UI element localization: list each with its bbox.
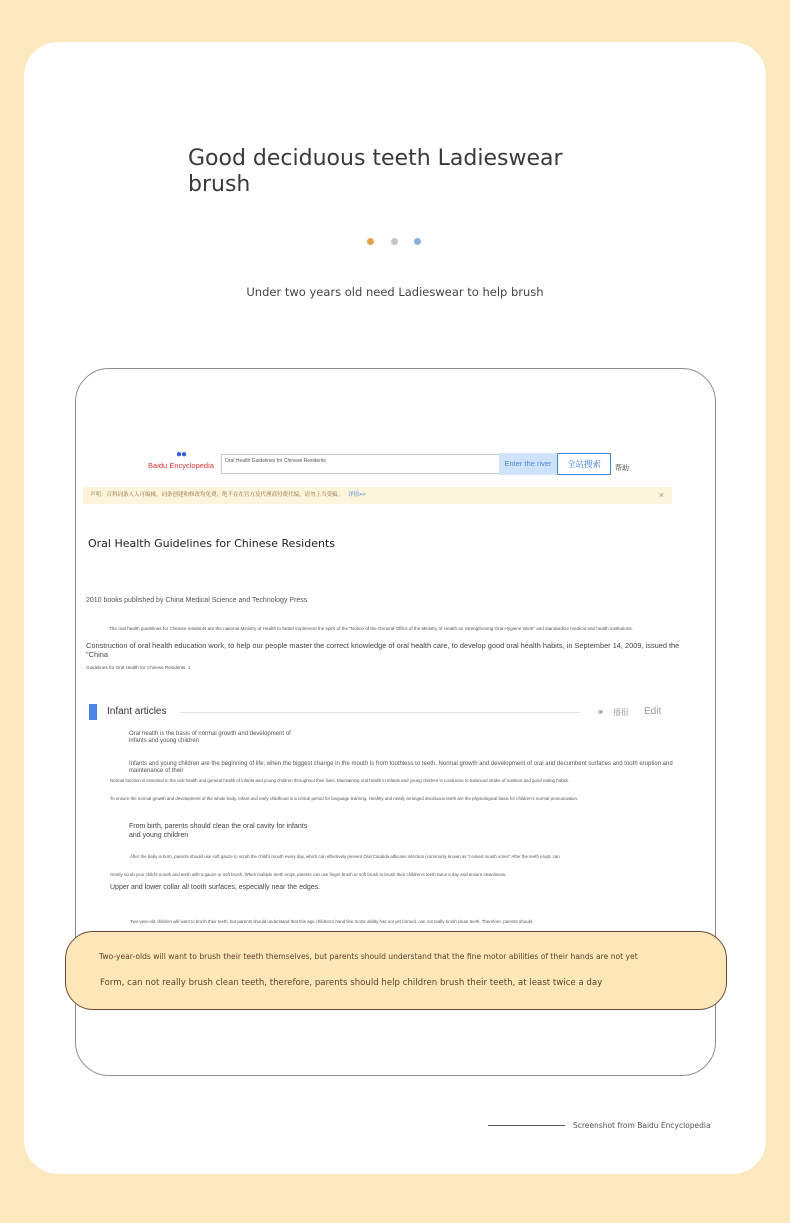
section-marker [89,704,97,720]
logo-text: Baidu Encyclopedia [148,461,214,470]
section-title: Infant articles [107,706,167,717]
page-title: Good deciduous teeth Ladieswear brush [188,146,563,197]
paragraph-2-heading-2: Upper and lower collar all tooth surfaces, especially near the edges. [110,884,321,891]
highlight-line-2: Form, can not really brush clean teeth, therefore, parents should help children brush their teeth, at least twice a day [100,978,603,988]
paragraph-1-heading: Oral health is the basis of normal growth and development of infants and young children [129,731,291,744]
highlight-callout [65,931,727,1010]
intro-small: The oral health guidelines for Chinese residents are the national Ministry of Health to better implement the spirit of the "Notice of the General Office of the Ministry of Health on Strengthening Oral Hygiene Work" and standardize medical and health institutions. [109,626,633,631]
baike-logo[interactable] [146,449,216,470]
page-subtitle: Under two years old need Ladieswear to help brush [246,285,544,299]
dot-1 [367,238,374,245]
notice-banner [83,487,672,504]
help-link[interactable]: 帮助 [615,465,629,472]
dot-3 [414,238,421,245]
credit-divider [488,1125,565,1126]
section-divider [180,712,580,713]
notice-details-link[interactable]: 详情>> [348,492,366,498]
source-credit: Screenshot from Baidu Encyclopedia [573,1121,711,1130]
broadcast-button[interactable]: 播报 [613,708,629,717]
notice-text: 声明：百科词条人人可编辑，词条创建和修改均免费，绝不存在官方及代理商付费代编，请勿上当受骗。 [90,492,344,498]
paw-icon: ●● [175,449,187,460]
paragraph-1-small-2: To ensure the normal growth and development of the whole body. Infant and early childhood is a critical period for language learning. Healthy and neatly arranged deciduous teeth are the physiological basis for children's normal pronunciation. [110,796,579,801]
paragraph-2-small-1: After the baby is born, parents should use soft gauze to scrub the child's mouth every day, which can effectively prevent Oral Candida albicans infection (commonly known as "cooked mouth sores" After the teeth erupt, can [130,854,560,859]
entry-title: Oral Health Guidelines for Chinese Residents [88,537,336,550]
paragraph-2-heading: From birth, parents should clean the oral cavity for infants and young children [129,823,308,839]
close-icon[interactable]: × [658,490,664,500]
enter-button[interactable]: Enter the river [499,453,557,475]
intro-reference: Guidelines for Oral Health for Chinese Residents. 1 [86,665,191,670]
intro-main: Construction of oral health education work, to help our people master the correct knowledge of oral health care, to develop good oral health habits, in September 14, 2009, issued the "China [86,641,680,659]
dot-2 [391,238,398,245]
paragraph-1-small-1: Normal function is essential to the oral health and general health of infants and young children throughout their lives. Maintaining oral health in infants and young children is conducive to balanced intake of nutrition and good eating habits. [110,778,570,783]
paragraph-2-small-2: Gently scrub your child's mouth and teeth with a gauze or soft brush. When multiple teeth erupt, parents can use finger brush or soft brush to brush their children's teeth twice a day and ensure cleanliness. [110,872,507,877]
paragraph-1-body: Infants and young children are the beginning of life, when the biggest change in the mouth is from toothless to teeth. Normal growth and development of oral and decumbent surfaces and tooth eruption and maintenance of their [129,761,673,774]
site-search-button[interactable]: 全站搜索 [557,453,611,475]
search-input[interactable]: Oral Health Guidelines for Chinese Residents [221,454,499,474]
publication-info: 2010 books published by China Medical Science and Technology Press [86,597,308,604]
highlight-line-1: Two-year-olds will want to brush their teeth themselves, but parents should understand that the fine motor abilities of their hands are not yet [99,952,638,961]
edit-button[interactable]: Edit [644,706,662,717]
speaker-icon[interactable]: 🕪 [598,707,604,716]
paragraph-3-small: Two-year-old children will want to brush their teeth, but parents should understand that this age children's hand fine motor ability has not yet formed, can not really brush clean teeth. Therefore, parents should [130,919,532,924]
